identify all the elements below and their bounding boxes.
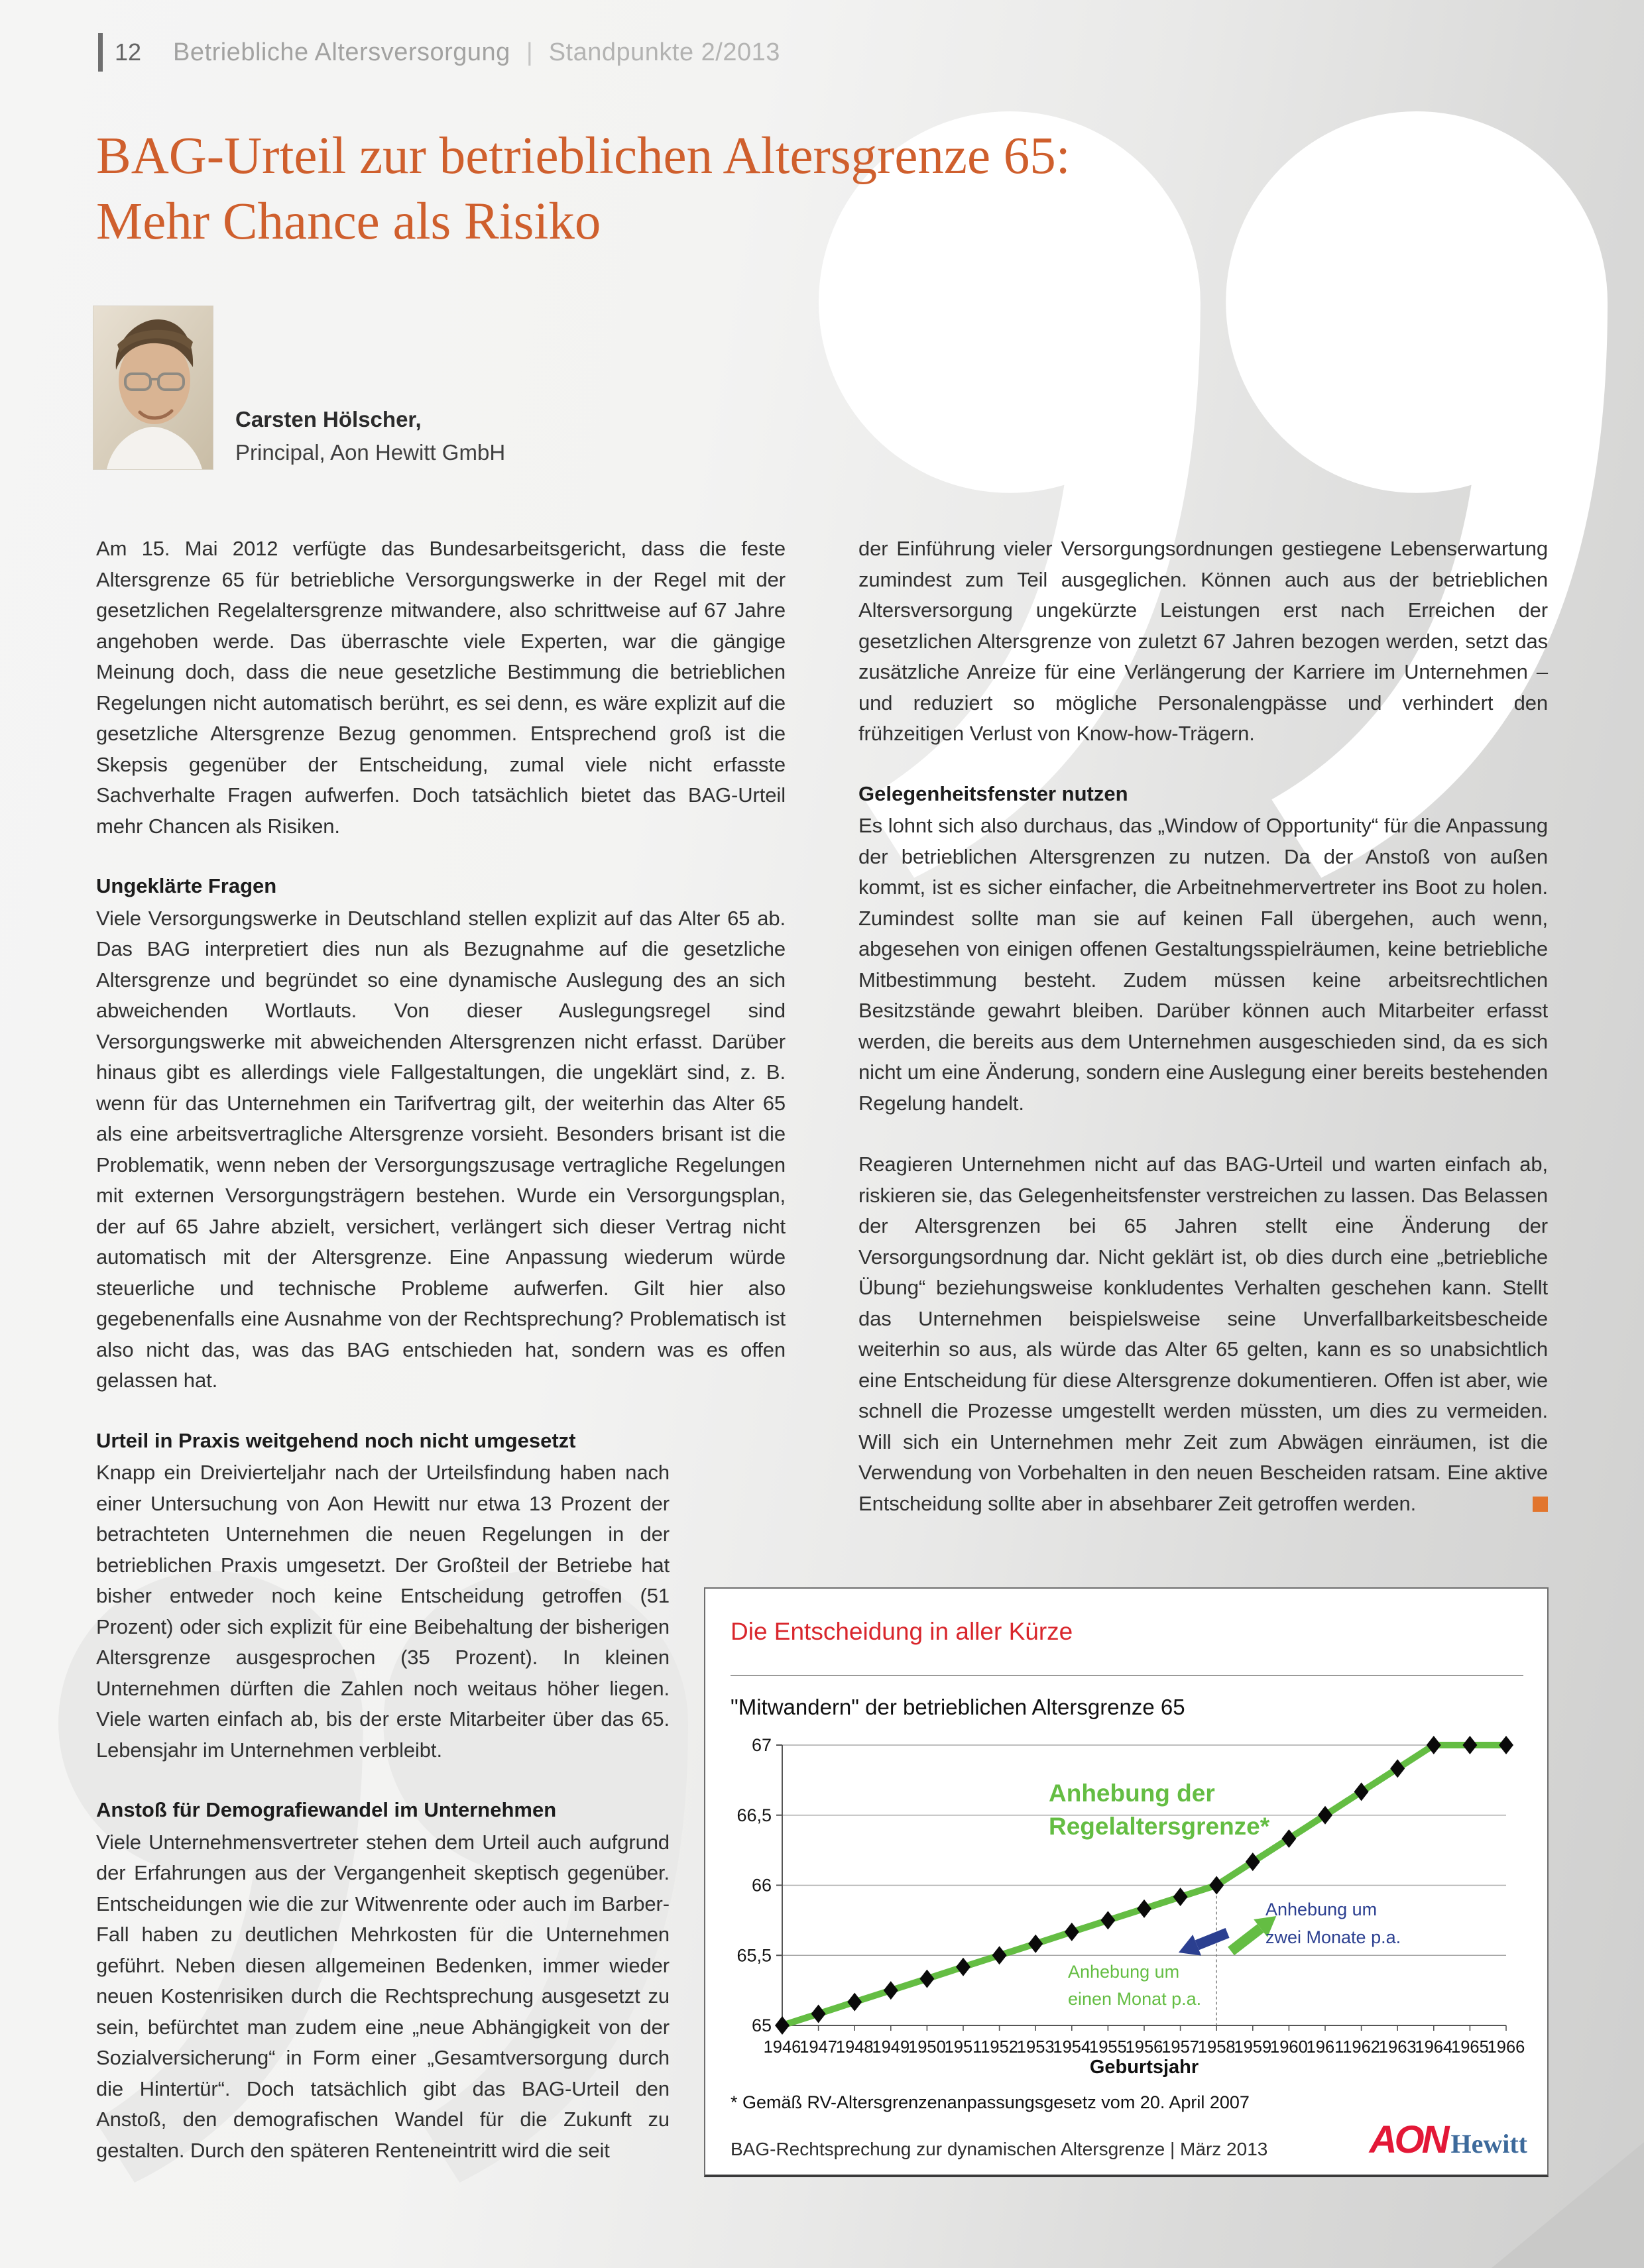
svg-text:67: 67 bbox=[751, 1735, 772, 1755]
svg-text:1965: 1965 bbox=[1451, 2038, 1489, 2057]
paragraph: Viele Versorgungswerke in Deutschland stellen explizit auf das Alter 65 ab. Das BAG interpretiert dies nun als Bezugnahme auf die gesetzliche Altersgrenze und begründet so eine dynamische Auslegung des an sich abweichenden Wortlauts. Von dieser Auslegungsregel sind Versorgungswerke mit abweichenden Altersgrenzen nicht erfasst. Darüber hinaus gibt es allerdings viele Fallgestaltungen, die ungeklärt sind, z. B. wenn für das Unternehmen ein Tarifvertrag gilt, der weiterhin das Alter 65 als eine arbeitsvertragliche Altersgrenze vorsieht. Besonders brisant ist die Problematik, wenn neben der Versorgungszusage vertragliche Regelungen mit externen Versorgungsträgern bestehen. Wurde ein Versorgungsplan, der auf 65 Jahre abzielt, versichert, verlängert sich dieser Vertrag nicht automatisch mit der Altersgrenze. Eine Anpassung wiederum würde steuerliche und technische Probleme aufwerfen. Gilt hier also gegebenenfalls eine Ausnahme von der Rechtsprechung? Problematisch ist also nicht das, was das BAG entschieden hat, sondern was es offen gelassen hat. bbox=[96, 906, 786, 1392]
svg-text:1954: 1954 bbox=[1053, 2038, 1091, 2057]
svg-text:1964: 1964 bbox=[1415, 2038, 1453, 2057]
chart-footnote: * Gemäß RV-Altersgrenzenanpassungsgesetz vom 20. April 2007 bbox=[731, 2092, 1250, 2112]
logo-hewitt-text: Hewitt bbox=[1450, 2129, 1527, 2159]
article-column-right bbox=[858, 534, 1548, 1519]
page-number: 12 bbox=[115, 38, 142, 66]
annotation-two-months: Anhebung um zwei Monate p.a. bbox=[1265, 1899, 1401, 1947]
svg-text:1951: 1951 bbox=[944, 2038, 982, 2057]
section-heading: Ungeklärte Fragen bbox=[96, 874, 277, 897]
page-header bbox=[98, 33, 780, 72]
svg-text:1952: 1952 bbox=[980, 2038, 1018, 2057]
paragraph: Reagieren Unternehmen nicht auf das BAG-Urteil und warten einfach ab, riskieren sie, das Gelegenheitsfenster verstreichen zu lassen. Das Belassen der Altersgrenzen bei 65 Jahren stellt eine Änderung der Versorgungsordnung dar. Nicht geklärt ist, ob dies durch eine „betriebliche Übung“ beziehungsweise konkludentes Verhalten geschehen kann. Stellt das Unternehmen beispielsweise seine Unverfallbarkeitsbescheide weiterhin so aus, als würde das Alter 65 gelten, kann es so unabsichtlich eine Entscheidung für diese Altersgrenze dokumentieren. Offen ist aber, wie schnell die Prozesse umgestellt werden müssten, um dies zu vermeiden. Will sich ein Unternehmen mehr Zeit zum Abwägen einräumen, ist die Verwendung von Vorbehalten in den neuen Bescheiden ratsam. Eine aktive Entscheidung sollte aber in absehbarer Zeit getroffen werden. bbox=[858, 1153, 1548, 1515]
author-name: Carsten Hölscher, bbox=[235, 407, 422, 431]
svg-text:1953: 1953 bbox=[1016, 2038, 1055, 2057]
paragraph: Am 15. Mai 2012 verfügte das Bundesarbeitsgericht, dass die feste Altersgrenze 65 für betriebliche Versorgungswerke in der Regel mit der gesetzlichen Regelaltersgrenze mitwandere, also schrittweise auf 67 Jahre angehoben werde. Das überraschte viele Experten, war die gängige Meinung doch, dass die neue gesetzliche Bestimmung die betrieblichen Regelungen nicht automatisch berührt, es sei denn, es wäre explizit auf die gesetzliche Altersgrenze Bezug genommen. Entsprechend groß ist die Skepsis gegenüber der Entscheidung, zumal viele nicht erfasste Sachverhalte Fragen aufwerfen. Doch tatsächlich bietet das BAG-Urteil mehr Chancen als Risiken. bbox=[96, 537, 786, 838]
svg-text:1956: 1956 bbox=[1125, 2038, 1163, 2057]
svg-text:1966: 1966 bbox=[1487, 2038, 1525, 2057]
svg-text:65,5: 65,5 bbox=[736, 1945, 772, 1966]
svg-text:1955: 1955 bbox=[1089, 2038, 1127, 2057]
section-heading: Gelegenheitsfenster nutzen bbox=[858, 781, 1128, 805]
summary-infobox bbox=[704, 1587, 1549, 2177]
svg-text:1949: 1949 bbox=[872, 2038, 910, 2057]
header-separator: | bbox=[526, 38, 533, 66]
infobox-heading: Die Entscheidung in aller Kürze bbox=[731, 1618, 1073, 1645]
article-title bbox=[96, 123, 1071, 255]
svg-text:1960: 1960 bbox=[1270, 2038, 1308, 2057]
svg-text:66,5: 66,5 bbox=[736, 1805, 772, 1825]
svg-text:1961: 1961 bbox=[1306, 2038, 1344, 2057]
chart-area bbox=[731, 1730, 1525, 2078]
section-heading: Urteil in Praxis weitgehend noch nicht umgesetzt bbox=[96, 1428, 576, 1452]
svg-text:1963: 1963 bbox=[1378, 2038, 1417, 2057]
author-role: Principal, Aon Hewitt GmbH bbox=[235, 440, 506, 465]
paragraph: Knapp ein Dreivierteljahr nach der Urteilsfindung haben nach einer Untersuchung von Aon Hewitt nur etwa 13 Prozent der betrachteten Unternehmen die neuen Regelungen in der betrieblichen Praxis umgesetzt. Der Großteil der Betriebe hat bisher entweder noch keine Entscheidung getroffen (51 Prozent) oder sich explizit für eine Beibehaltung der bisherigen Altersgrenze ausgesprochen (35 Prozent). In kleinen Unternehmen dürften die Zahlen noch weitaus höher liegen. Viele warten einfach ab, bis der erste Mitarbeiter über das 65. Lebensjahr im Unternehmen verbleibt. bbox=[96, 1461, 670, 1762]
annotation-one-month: Anhebung um einen Monat p.a. bbox=[1068, 1962, 1202, 2009]
svg-text:1958: 1958 bbox=[1197, 2038, 1236, 2057]
svg-text:1948: 1948 bbox=[835, 2038, 874, 2057]
paragraph: der Einführung vieler Versorgungsordnungen gestiegene Lebenserwartung zumindest zum Teil ausgeglichen. Können auch aus der betrieblichen Altersversorgung ungekürzte Leistungen erst nach Erreichen der gesetzlichen Altersgrenze von zuletzt 67 Jahren bezogen werden, setzt das zusätzliche Anreize für eine Verlängerung der Karriere im Unternehmen – und reduziert so mögliche Personalengpässe und verhindert den frühzeitigen Verlust von Know-how-Trägern. bbox=[858, 537, 1548, 745]
header-divider-bar bbox=[98, 33, 103, 72]
svg-text:66: 66 bbox=[751, 1875, 772, 1896]
article-title-line1: BAG-Urteil zur betrieblichen Altersgrenze 65: bbox=[96, 127, 1071, 185]
aon-hewitt-logo bbox=[1370, 2118, 1527, 2162]
svg-text:1946: 1946 bbox=[763, 2038, 801, 2057]
svg-text:1947: 1947 bbox=[799, 2038, 837, 2057]
svg-text:1950: 1950 bbox=[908, 2038, 946, 2057]
author-photo bbox=[93, 306, 213, 469]
logo-aon-text: AON bbox=[1369, 2118, 1447, 2161]
end-of-article-marker bbox=[1533, 1497, 1548, 1512]
section-heading: Anstoß für Demografiewandel im Unternehmen bbox=[96, 1798, 557, 1821]
annotation-regelaltersgrenze: Anhebung der Regelaltersgrenze* bbox=[1049, 1780, 1270, 1840]
infobox-footer-text: BAG-Rechtsprechung zur dynamischen Altersgrenze | März 2013 bbox=[731, 2139, 1268, 2159]
svg-text:65: 65 bbox=[751, 2015, 772, 2035]
paragraph: Viele Unternehmensvertreter stehen dem Urteil auch aufgrund der Erfahrungen aus der Vergangenheit skeptisch gegenüber. Entscheidungen wie die zur Witwenrente oder auch im Barber-Fall haben zu deutlichen Mehrkosten für die Unternehmen geführt. Neben diesen allgemeinen Bedenken, immer wieder neuen Kostenrisiken durch die Rechtsprechung ausgesetzt zu sein, befürchtet man zudem eine „neue Abhängigkeit von der Sozialversicherung“ in Form einer „Gesamtversorgung durch die Hintertür“. Doch tatsächlich gibt das BAG-Urteil den Anstoß, den demografischen Wandel für die Zukunft zu gestalten. Durch den späteren Renteneintritt wird die seit bbox=[96, 1830, 670, 2162]
chart-title: "Mitwandern" der betrieblichen Altersgrenze 65 bbox=[731, 1695, 1185, 1719]
article-column-left bbox=[96, 534, 786, 2226]
header-issue: Standpunkte 2/2013 bbox=[548, 38, 780, 66]
svg-text:1959: 1959 bbox=[1234, 2038, 1272, 2057]
header-section-title: Betriebliche Altersversorgung bbox=[173, 38, 510, 66]
svg-text:1962: 1962 bbox=[1342, 2038, 1380, 2057]
svg-text:Geburtsjahr: Geburtsjahr bbox=[1089, 2057, 1199, 2078]
article-title-line2: Mehr Chance als Risiko bbox=[96, 193, 601, 251]
svg-text:1957: 1957 bbox=[1161, 2038, 1199, 2057]
infobox-rule bbox=[731, 1675, 1523, 1676]
paragraph: Es lohnt sich also durchaus, das „Window of Opportunity“ für die Anpassung der betrieblichen Altersgrenzen zu nutzen. Da der Anstoß von außen kommt, ist es sicher einfacher, die Arbeitnehmervertreter ins Boot zu holen. Zumindest sollte man sie auf keinen Fall übergehen, auch wenn, abgesehen von einigen offenen Gestaltungsspielräumen, keine betriebliche Mitbestimmung besteht. Zudem müssen keine arbeitsrechtlichen Besitzstände gewahrt bleiben. Darüber können auch Mitarbeiter erfasst werden, die bereits aus dem Unternehmen ausgeschieden sind, da es sich nicht um eine Änderung, sondern eine Auslegung einer bereits bestehenden Regelung handelt. bbox=[858, 814, 1548, 1115]
